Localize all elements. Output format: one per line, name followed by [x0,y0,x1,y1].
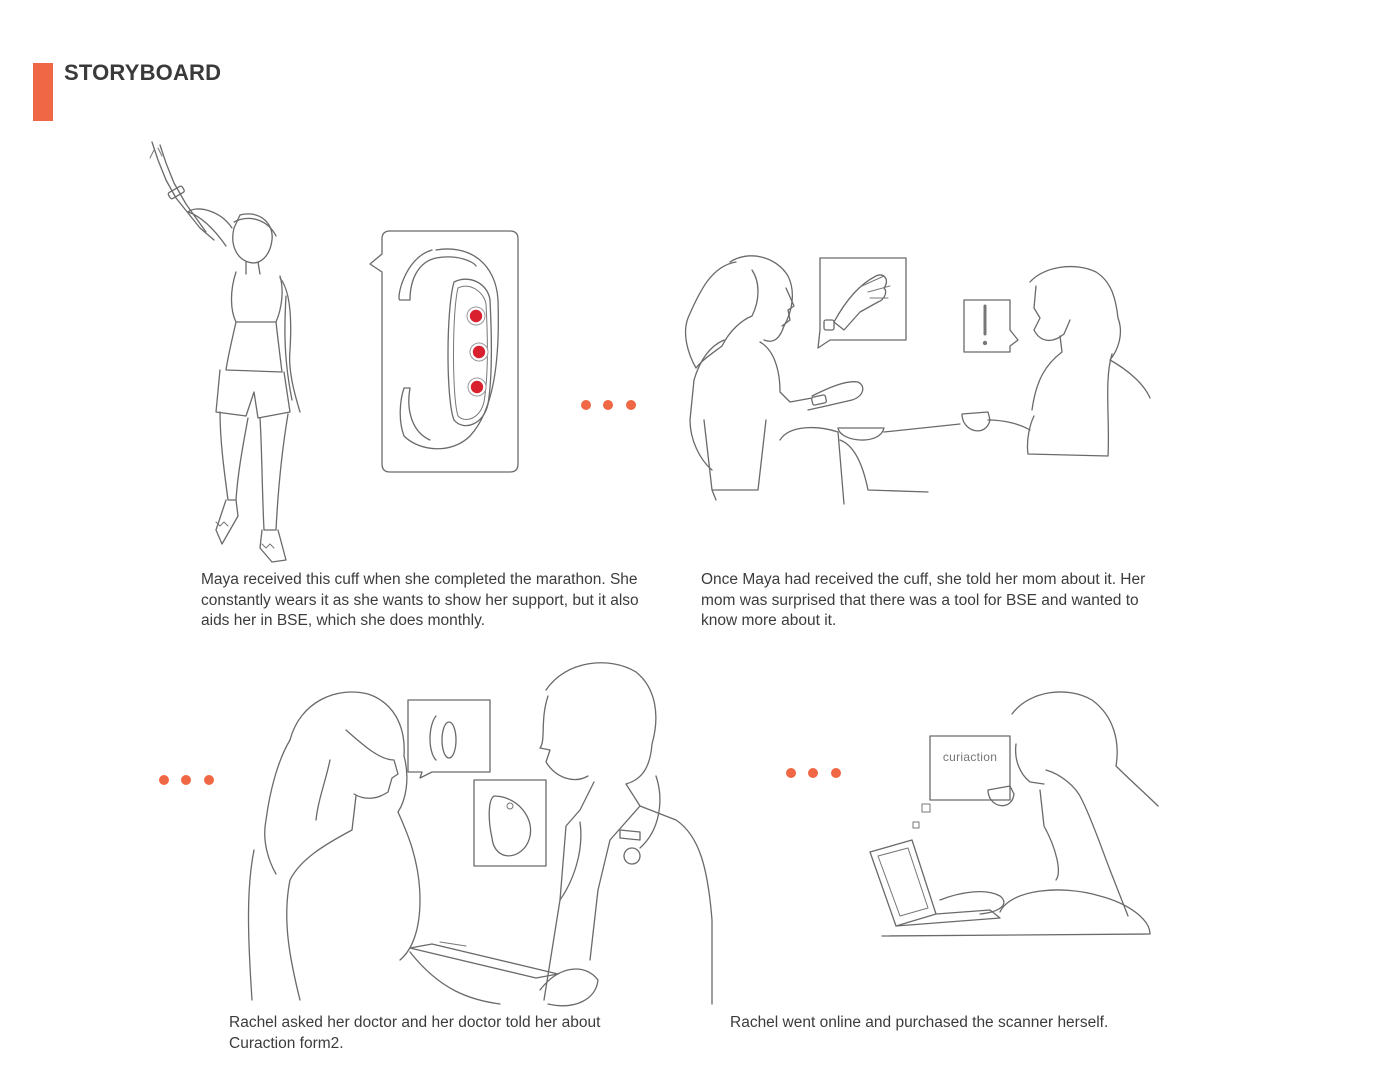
cuff-button-bottom [471,381,483,393]
cuff-button-icon [467,307,488,396]
panel-2-caption: Once Maya had received the cuff, she told her mom about it. Her mom was surprised that there was a tool for BSE and wanted to know more about it. [701,571,1146,629]
continuation-dots-3 [786,768,841,778]
runner-illustration [150,142,300,562]
continuation-dots-1 [581,400,636,410]
maya-and-mom-illustration [686,256,1150,504]
curaction-brand-text: curiaction [942,750,998,764]
page-title: STORYBOARD [64,60,222,85]
cuff-button-top [470,310,482,322]
continuation-dots-2 [159,775,214,785]
panel-3-caption: Rachel asked her doctor and her doctor told her about Curaction form2. [229,1014,601,1052]
panel-4-caption: Rachel went online and purchased the scanner herself. [730,1014,1109,1031]
cuff-callout [370,231,518,472]
online-purchase-illustration [870,692,1158,936]
doctor-visit-illustration [249,663,713,1006]
panel-1-caption: Maya received this cuff when she completed the marathon. She constantly wears it as she wants to show her support, but it also aids her in BSE, which she does monthly. [201,571,639,629]
cuff-button-middle [473,346,485,358]
